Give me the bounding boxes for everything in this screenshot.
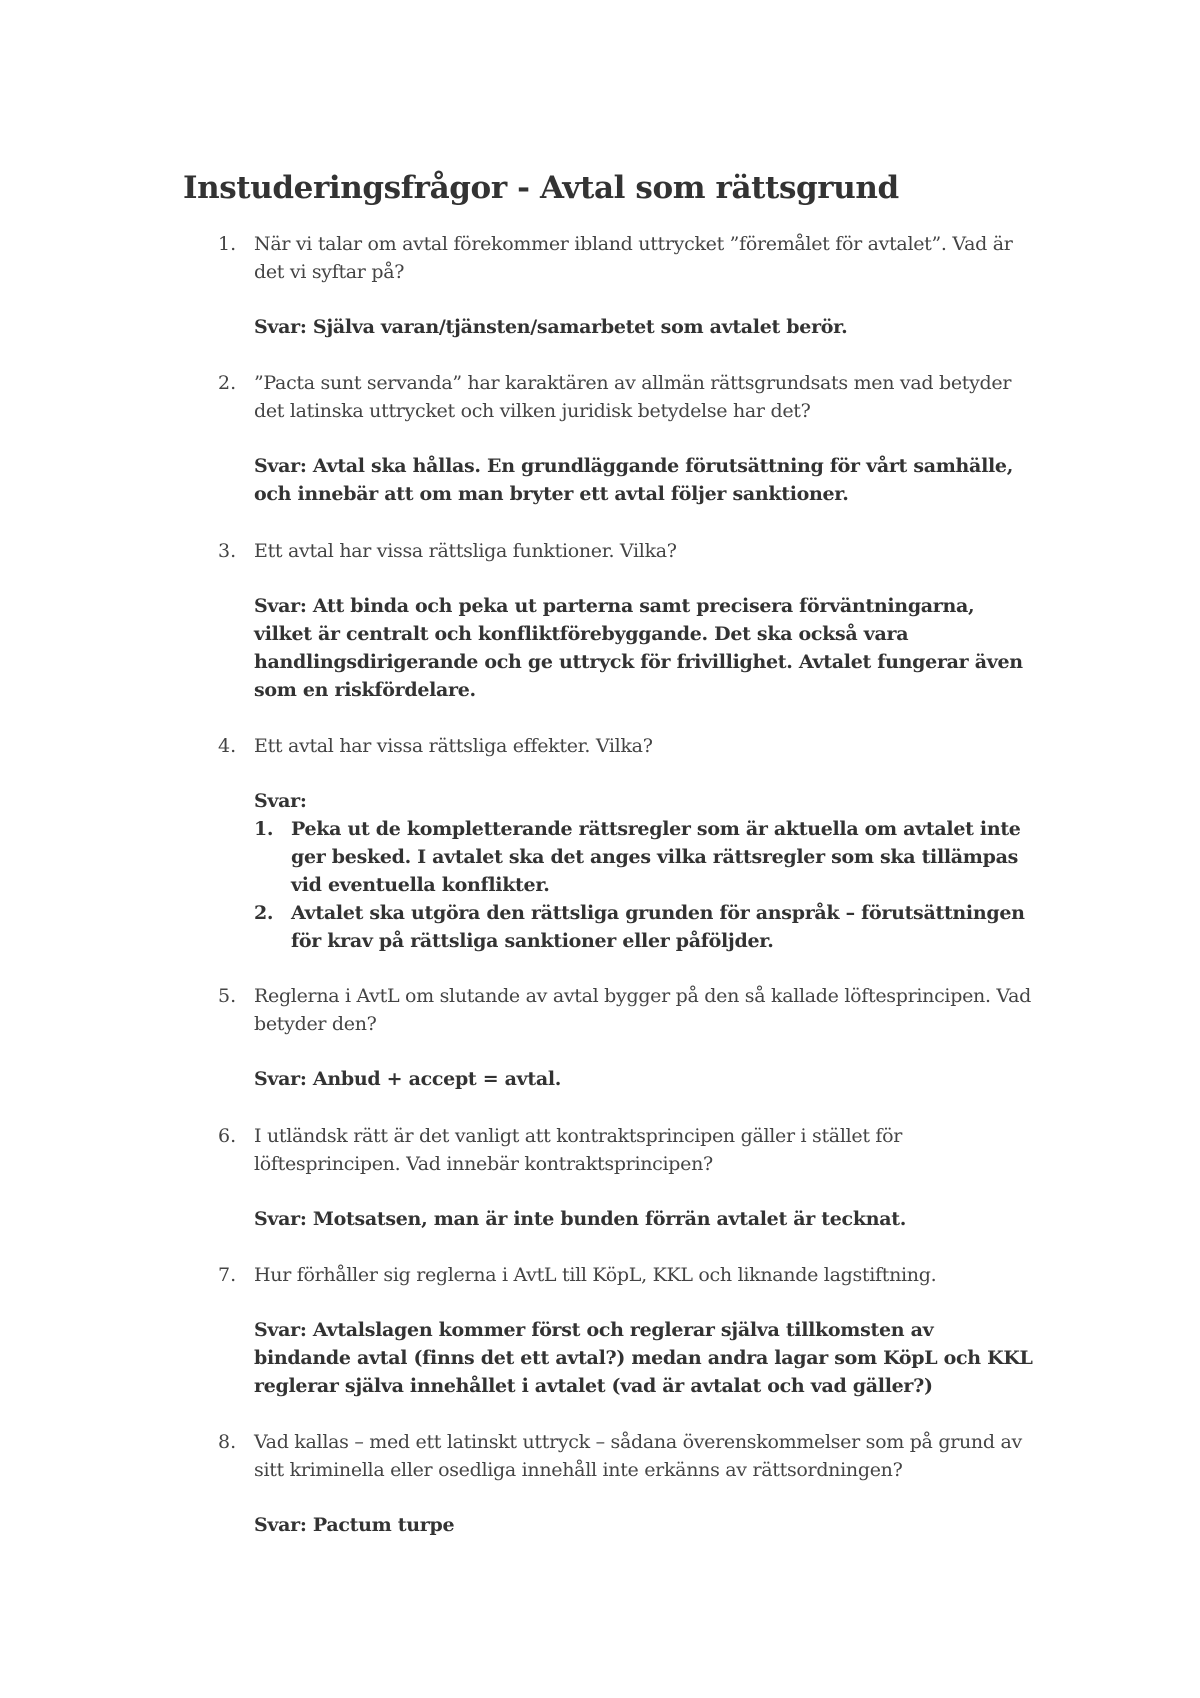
question-text: Vad kallas – med ett latinskt uttryck – sådana överenskommelser som på grund av sitt kriminella eller osedliga innehåll inte erkänns av rättsordningen? xyxy=(254,1431,1022,1481)
question-number: 6. xyxy=(218,1125,237,1147)
answer-text: Svar: Avtalslagen kommer först och reglerar själva tillkomsten av bindande avtal (finns det ett avtal?) medan andra lagar som KöpL och KKL reglerar själva innehållet i avtalet (vad är avtalat och vad gäller?) xyxy=(254,1319,1033,1397)
question-number: 7. xyxy=(218,1264,237,1286)
question-text: När vi talar om avtal förekommer ibland uttrycket ”föremålet för avtalet”. Vad är det vi syftar på? xyxy=(254,233,1013,283)
answer-text: Svar: xyxy=(254,790,307,812)
answer-text: Svar: Avtal ska hållas. En grundläggande förutsättning för vårt samhälle, och innebär att om man bryter ett avtal följer sanktioner. xyxy=(254,455,1014,505)
question-number: 2. xyxy=(218,372,237,394)
answer-text: Svar: Anbud + accept = avtal. xyxy=(254,1068,562,1090)
sub-list-item-1 xyxy=(254,815,1034,899)
question-text: ”Pacta sunt servanda” har karaktären av allmän rättsgrundsats men vad betyder det latinska uttrycket och vilken juridisk betydelse har det? xyxy=(254,372,1012,422)
answer-text: Svar: Motsatsen, man är inte bunden förrän avtalet är tecknat. xyxy=(254,1208,907,1230)
question-text: Ett avtal har vissa rättsliga funktioner. Vilka? xyxy=(254,540,677,562)
question-number: 8. xyxy=(218,1431,237,1453)
effects-sublist xyxy=(254,815,1034,955)
question-text: Reglerna i AvtL om slutande av avtal bygger på den så kallade löftesprincipen. Vad betyder den? xyxy=(254,985,1031,1035)
question-number: 4. xyxy=(218,735,237,757)
answer-text: Svar: Pactum turpe xyxy=(254,1514,455,1536)
question-text: Hur förhåller sig reglerna i AvtL till KöpL, KKL och liknande lagstiftning. xyxy=(254,1264,937,1286)
question-number: 1. xyxy=(218,233,237,255)
sub-list-text: Avtalet ska utgöra den rättsliga grunden för anspråk – förutsättningen för krav på rättsliga sanktioner eller påföljder. xyxy=(291,902,1025,952)
sub-list-number: 2. xyxy=(254,902,274,924)
sub-list-text: Peka ut de kompletterande rättsregler som är aktuella om avtalet inte ger besked. I avtalet ska det anges vilka rättsregler som ska tillämpas vid eventuella konflikter. xyxy=(291,818,1021,896)
question-number: 5. xyxy=(218,985,237,1007)
answer-text: Svar: Själva varan/tjänsten/samarbetet som avtalet berör. xyxy=(254,316,848,338)
page-title: Instuderingsfrågor - Avtal som rättsgrund xyxy=(183,170,899,206)
sub-list-item-2 xyxy=(254,899,1034,955)
answer-text: Svar: Att binda och peka ut parterna samt precisera förväntningarna, vilket är centralt och konfliktförebyggande. Det ska också vara handlingsdirigerande och ge uttryck för frivillighet. Avtalet fungerar även som en riskfördelare. xyxy=(254,595,1023,701)
question-text: I utländsk rätt är det vanligt att kontraktsprincipen gäller i stället för löftesprincipen. Vad innebär kontraktsprincipen? xyxy=(254,1125,903,1175)
sub-list-number: 1. xyxy=(254,818,274,840)
question-text: Ett avtal har vissa rättsliga effekter. Vilka? xyxy=(254,735,653,757)
question-number: 3. xyxy=(218,540,237,562)
